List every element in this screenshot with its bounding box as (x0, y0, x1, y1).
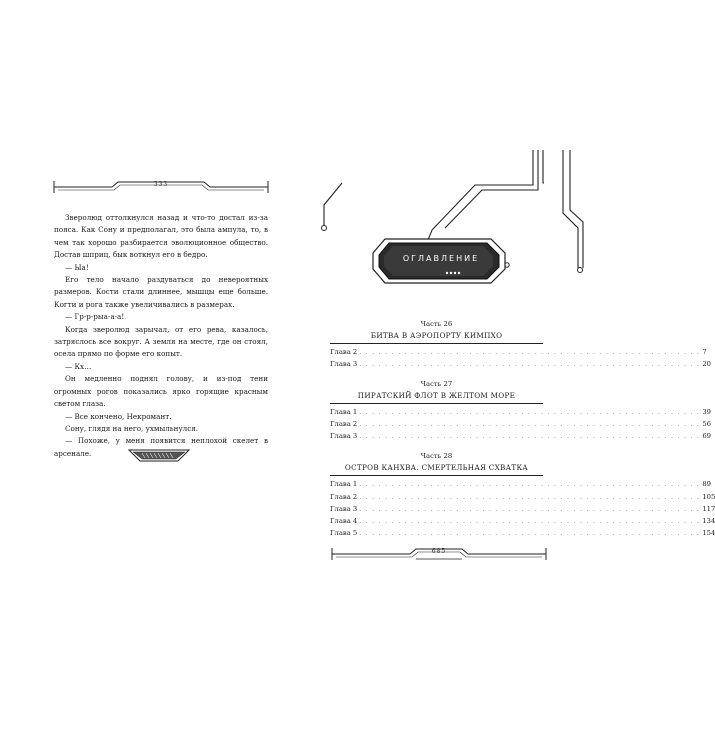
leader-dots: . . . . . . . . . . . . . . . . . . . . . . . . . . . . . . . . . . . . . . . . . . . . . . . . . . . . . (359, 350, 701, 356)
left-page (0, 0, 300, 750)
chapter-page: 117 (702, 504, 715, 513)
paragraph: — Ыа! (65, 262, 89, 272)
leader-dots: . . . . . . . . . . . . . . . . . . . . . . . . . . . . . . . . . . . . . . . . . . . . . . . . . . . . . (359, 518, 701, 525)
chapter-page: 56 (702, 420, 711, 429)
part-title: ПИРАТСКИЙ ФЛОТ В ЖЕЛТОМ МОРЕ (357, 391, 516, 401)
paragraph: — Кх… (65, 361, 92, 371)
chapter-name: Глава 1 (330, 480, 358, 489)
chapter-page: 39 (702, 408, 711, 417)
toc-entry[interactable] (330, 503, 715, 515)
paragraph: — Гр-р-рыа-а-а! (65, 312, 125, 322)
chapter-name: Глава 3 (330, 432, 358, 441)
chapter-name: Глава 1 (330, 408, 358, 417)
chapter-name: Глава 3 (330, 360, 358, 369)
chapter-name: Глава 4 (330, 516, 358, 525)
chapter-name: Глава 5 (330, 528, 358, 537)
toc-entry[interactable] (330, 478, 711, 490)
contents-badge (371, 237, 511, 285)
toc-entry[interactable] (330, 346, 707, 358)
leader-dots: . . . . . . . . . . . . . . . . . . . . . . . . . . . . . . . . . . . . . . . . . . . . . . . . . . . . . (359, 482, 701, 489)
table-of-contents (330, 318, 715, 539)
chapter-page: 20 (702, 360, 711, 369)
chapter-page: 105 (702, 492, 715, 501)
chapter-name: Глава 2 (330, 492, 358, 501)
toc-heading: ОГЛАВЛЕНИЕ (402, 254, 480, 263)
page-number: 333 (153, 181, 169, 188)
toc-part (330, 378, 711, 442)
part-title: БИТВА В АЭРОПОРТУ КИМПХО (370, 331, 503, 340)
toc-part (330, 318, 711, 370)
part-title: ОСТРОВ КАНХВА. СМЕРТЕЛЬНАЯ СХВАТКА (344, 463, 529, 473)
chapter-name: Глава 3 (330, 504, 358, 513)
part-divider (330, 403, 543, 404)
paragraph: Он медленно поднял голову, и из-под тени огромных рогов показались ярко горящие красным светом глаза. (54, 374, 268, 409)
leader-dots: . . . . . . . . . . . . . . . . . . . . . . . . . . . . . . . . . . . . . . . . . . . . . . . . . . . . . (359, 506, 701, 513)
part-label: Часть 26 (420, 320, 453, 328)
chapter-page: 89 (702, 480, 711, 489)
paragraph: Его тело начало раздуваться до невероятных размеров. Кости стали длиннее, мышцы еще больше. Когти и рога также увеличивались в размерах. (54, 275, 268, 309)
chapter-page: 154 (702, 528, 715, 537)
toc-entry[interactable] (330, 527, 715, 539)
chapter-page: 134 (702, 516, 715, 525)
chapter-page: 7 (702, 348, 707, 356)
footer-ornament (330, 545, 548, 563)
part-divider (330, 343, 543, 344)
toc-entry[interactable] (330, 418, 711, 430)
toc-part (330, 450, 715, 538)
leader-dots: . . . . . . . . . . . . . . . . . . . . . . . . . . . . . . . . . . . . . . . . . . . . . . . . . . . . . (359, 362, 701, 369)
part-label: Часть 27 (420, 380, 453, 389)
chapter-name: Глава 2 (330, 348, 358, 356)
body-text (54, 212, 268, 460)
paragraph: Когда зверолюд зарычал, от его рева, казалось, затряслось все вокруг. А земля на месте, где он стоял, осела прямо по форме его копыт. (54, 324, 268, 359)
toc-entry[interactable] (330, 406, 711, 418)
paragraph: Зверолюд оттолкнулся назад и что-то достал из-за пояса. Как Сону и предполагал, это была ампула, то, в чем так хорошо разбирается эволюционное общество. Достав шприц, бык воткнул его в бедро. (54, 213, 268, 260)
toc-entry[interactable] (330, 430, 711, 442)
leader-dots: . . . . . . . . . . . . . . . . . . . . . . . . . . . . . . . . . . . . . . . . . . . . . . . . . . . . . (359, 410, 701, 417)
paragraph: — Похоже, у меня появится неплохой скелет в арсенале. (54, 436, 268, 458)
leader-dots: . . . . . . . . . . . . . . . . . . . . . . . . . . . . . . . . . . . . . . . . . . . . . . . . . . . . . (359, 434, 701, 441)
toc-entry[interactable] (330, 491, 715, 503)
leader-dots: . . . . . . . . . . . . . . . . . . . . . . . . . . . . . . . . . . . . . . . . . . . . . . . . . . . . . (359, 530, 701, 537)
leader-dots: . . . . . . . . . . . . . . . . . . . . . . . . . . . . . . . . . . . . . . . . . . . . . . . . . . . . . (359, 422, 701, 429)
chapter-name: Глава 2 (330, 420, 358, 429)
header-ornament (52, 178, 270, 196)
chapter-end-ornament-graphic (128, 448, 190, 463)
part-label: Часть 28 (420, 452, 453, 461)
paragraph: Сону, глядя на него, ухмыльнулся. (65, 423, 199, 433)
chapter-page: 69 (702, 432, 711, 441)
page-number: 685 (431, 548, 447, 555)
chapter-end-ornament (128, 448, 190, 463)
toc-entry[interactable] (330, 515, 715, 527)
paragraph: — Все кончено, Некромант. (65, 411, 172, 421)
toc-entry[interactable] (330, 358, 711, 370)
leader-dots: . . . . . . . . . . . . . . . . . . . . . . . . . . . . . . . . . . . . . . . . . . . . . . . . . . . . . (359, 494, 701, 501)
part-divider (330, 475, 543, 476)
right-page (300, 0, 715, 750)
